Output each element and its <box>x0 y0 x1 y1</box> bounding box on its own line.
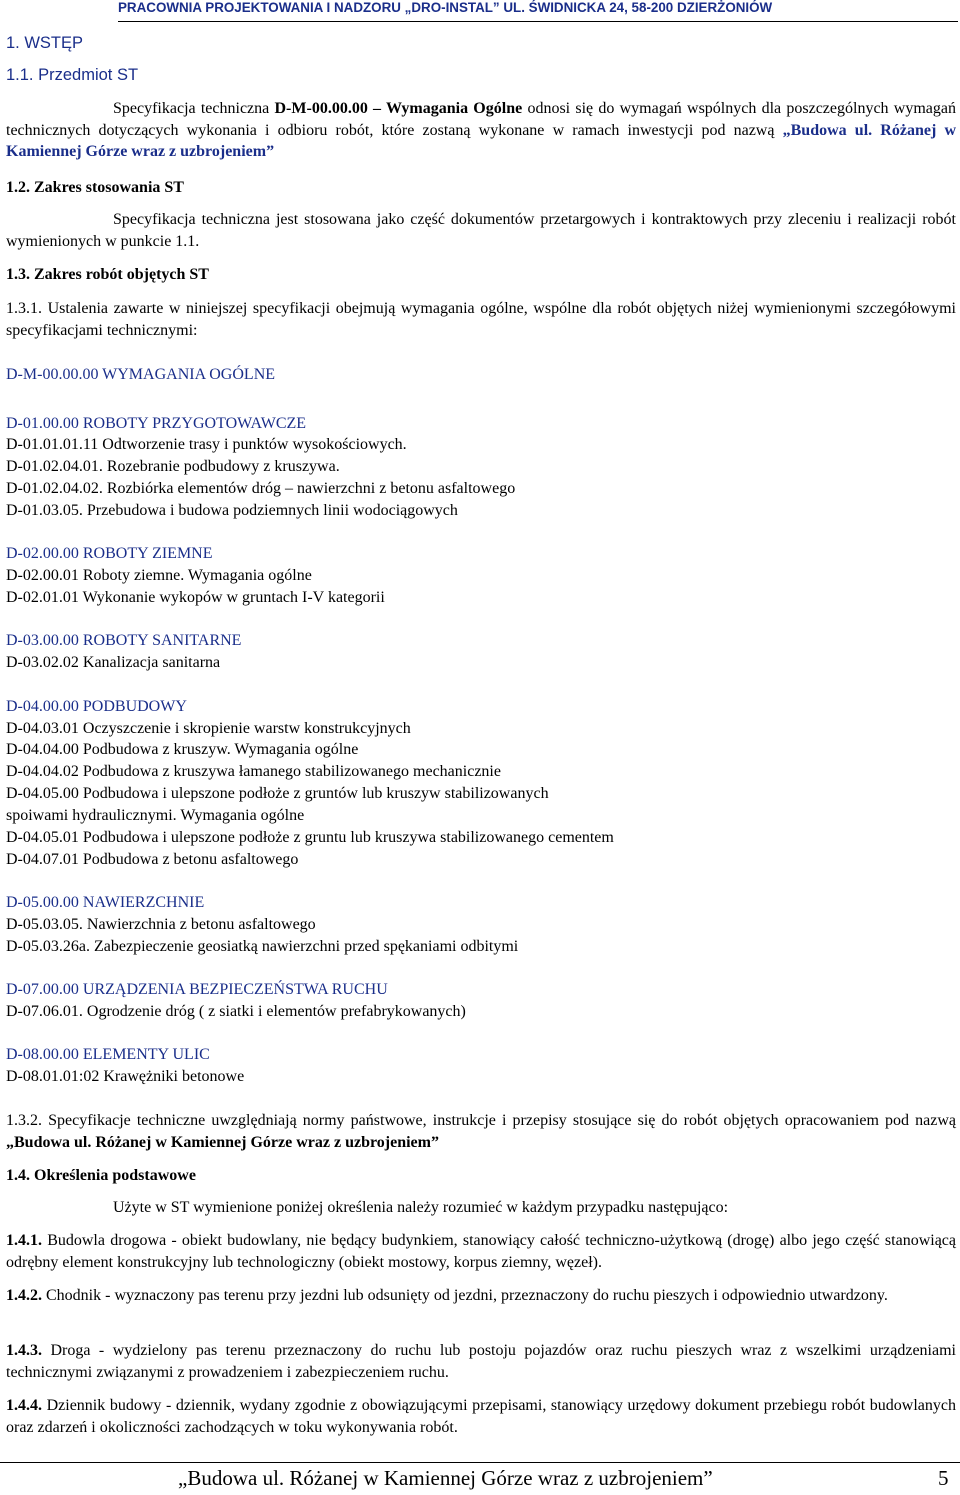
spec-item: D-01.02.04.02. Rozbiórka elementów dróg – nawierzchni z betonu asfaltowego <box>6 480 516 497</box>
page-header <box>118 0 958 22</box>
spec-d08: D-08.00.00 ELEMENTY ULIC <box>6 1046 210 1063</box>
spec-item: D-04.05.01 Podbudowa i ulepszone podłoże z gruntu lub kruszywa stabilizowanego cementem <box>6 829 614 846</box>
spec-item: D-01.03.05. Przebudowa i budowa podziemnych linii wodociągowych <box>6 502 458 519</box>
intro-paragraph: Specyfikacja techniczna D-M-00.00.00 – Wymagania Ogólne odnosi się do wymagań wspólnych dla poszczególnych wymagań technicznych dotyczących wykonania i odbioru robót, które zostaną wykonane w ramach inwestycji pod nazwą „Budowa ul. Różanej w Kamiennej Górze wraz z uzbrojeniem” <box>6 100 957 160</box>
spec-item: D-04.05.00 Podbudowa i ulepszone podłoże z gruntów lub kruszyw stabilizowanych <box>6 785 549 802</box>
definition-item: 1.4.1. Budowla drogowa - obiekt budowlany, nie będący budynkiem, stanowiący całość techniczno-użytkową (drogę) albo jego część stanowiącą odrębny element konstrukcyjny lub technologiczny (obiekt mostowy, korpus ziemny, węzeł). <box>6 1232 956 1271</box>
definition-item: 1.4.4. Dziennik budowy - dziennik, wydany zgodnie z obowiązującymi przepisami, stanowiący urzędowy dokument przebiegu robót budowlanych oraz zdarzeń i okoliczności zachodzących w toku wykonywania robót. <box>6 1397 956 1436</box>
spec-item: spoiwami hydraulicznymi. Wymagania ogólne <box>6 807 305 824</box>
spec-item: D-01.01.01.11 Odtworzenie trasy i punktów wysokościowych. <box>6 436 407 453</box>
page-number: 5 <box>938 1466 949 1490</box>
spec-item: D-02.01.01 Wykonanie wykopów w gruntach I-V kategorii <box>6 589 385 606</box>
investment-name: „Budowa ul. Różanej w Kamiennej Górze wraz z uzbrojeniem” <box>6 121 957 160</box>
spec-item: D-04.04.02 Podbudowa z kruszywa łamanego stabilizowanego mechanicznie <box>6 763 501 780</box>
s132-text: 1.3.2. Specyfikacje techniczne uwzględniają normy państwowe, instrukcje i przepisy stosujące się do robót objętych opracowaniem pod nazwą „Budowa ul. Różanej w Kamiennej Górze wraz z uzbrojeniem” <box>6 1112 956 1151</box>
s14-intro: Użyte w ST wymienione poniżej określenia należy rozumieć w każdym przypadku następująco: <box>113 1199 729 1216</box>
investment-name: „Budowa ul. Różanej w Kamiennej Górze wraz z uzbrojeniem” <box>6 1133 439 1151</box>
header-text: PRACOWNIA PROJEKTOWANIA I NADZORU „DRO-INSTAL” UL. ŚWIDNICKA 24, 58-200 DZIERŻONIÓW <box>118 0 773 15</box>
footer-rule <box>0 1462 960 1463</box>
spec-item: D-03.02.02 Kanalizacja sanitarna <box>6 654 221 671</box>
spec-d05: D-05.00.00 NAWIERZCHNIE <box>6 894 205 911</box>
spec-item: D-07.06.01. Ogrodzenie dróg ( z siatki i elementów prefabrykowanych) <box>6 1003 466 1020</box>
definition-item: 1.4.3. Droga - wydzielony pas terenu przeznaczony do ruchu lub postoju pojazdów oraz ruchu pieszych wraz z wszelkimi urządzeniami technicznymi związanymi z prowadzeniem i zabezpieczeniem ruchu. <box>6 1342 956 1381</box>
spec-d04: D-04.00.00 PODBUDOWY <box>6 698 187 715</box>
subsection-title: 1.1. Przedmiot ST <box>6 66 139 84</box>
spec-item: D-04.03.01 Oczyszczenie i skropienie warstw konstrukcyjnych <box>6 720 411 737</box>
spec-item: D-04.07.01 Podbudowa z betonu asfaltowego <box>6 851 299 868</box>
s12-text: Specyfikacja techniczna jest stosowana jako część dokumentów przetargowych i kontraktowych przy zleceniu i realizacji robót wymienionych w punkcie 1.1. <box>6 211 956 250</box>
spec-dm: D-M-00.00.00 WYMAGANIA OGÓLNE <box>6 366 276 383</box>
section-title: 1. WSTĘP <box>6 34 84 52</box>
s13-title: 1.3. Zakres robót objętych ST <box>6 266 209 283</box>
spec-d01: D-01.00.00 ROBOTY PRZYGOTOWAWCZE <box>6 415 307 432</box>
spec-d03: D-03.00.00 ROBOTY SANITARNE <box>6 632 242 649</box>
s13-text: 1.3.1. Ustalenia zawarte w niniejszej specyfikacji obejmują wymagania ogólne, wspólne dla robót objętych niżej wymienionymi szczegółowymi specyfikacjami technicznymi: <box>6 300 956 339</box>
spec-item: D-05.03.26a. Zabezpieczenie geosiatką nawierzchni przed spękaniami odbitymi <box>6 938 519 955</box>
spec-item: D-02.00.01 Roboty ziemne. Wymagania ogólne <box>6 567 312 584</box>
s12-title: 1.2. Zakres stosowania ST <box>6 179 184 196</box>
spec-item: D-05.03.05. Nawierzchnia z betonu asfaltowego <box>6 916 316 933</box>
spec-d07: D-07.00.00 URZĄDZENIA BEZPIECZEŃSTWA RUCHU <box>6 981 388 998</box>
spec-item: D-04.04.00 Podbudowa z kruszyw. Wymagania ogólne <box>6 741 359 758</box>
definition-item: 1.4.2. Chodnik - wyznaczony pas terenu przy jezdni lub odsunięty od jezdni, przeznaczony do ruchu pieszych i odpowiednio utwardzony. <box>6 1287 888 1304</box>
footer-title: „Budowa ul. Różanej w Kamiennej Górze wraz z uzbrojeniem” <box>178 1466 713 1490</box>
spec-d02: D-02.00.00 ROBOTY ZIEMNE <box>6 545 213 562</box>
header-rule <box>118 21 958 22</box>
s14-title: 1.4. Określenia podstawowe <box>6 1167 196 1184</box>
spec-item: D-08.01.01:02 Krawężniki betonowe <box>6 1068 245 1085</box>
spec-item: D-01.02.04.01. Rozebranie podbudowy z kruszywa. <box>6 458 340 475</box>
